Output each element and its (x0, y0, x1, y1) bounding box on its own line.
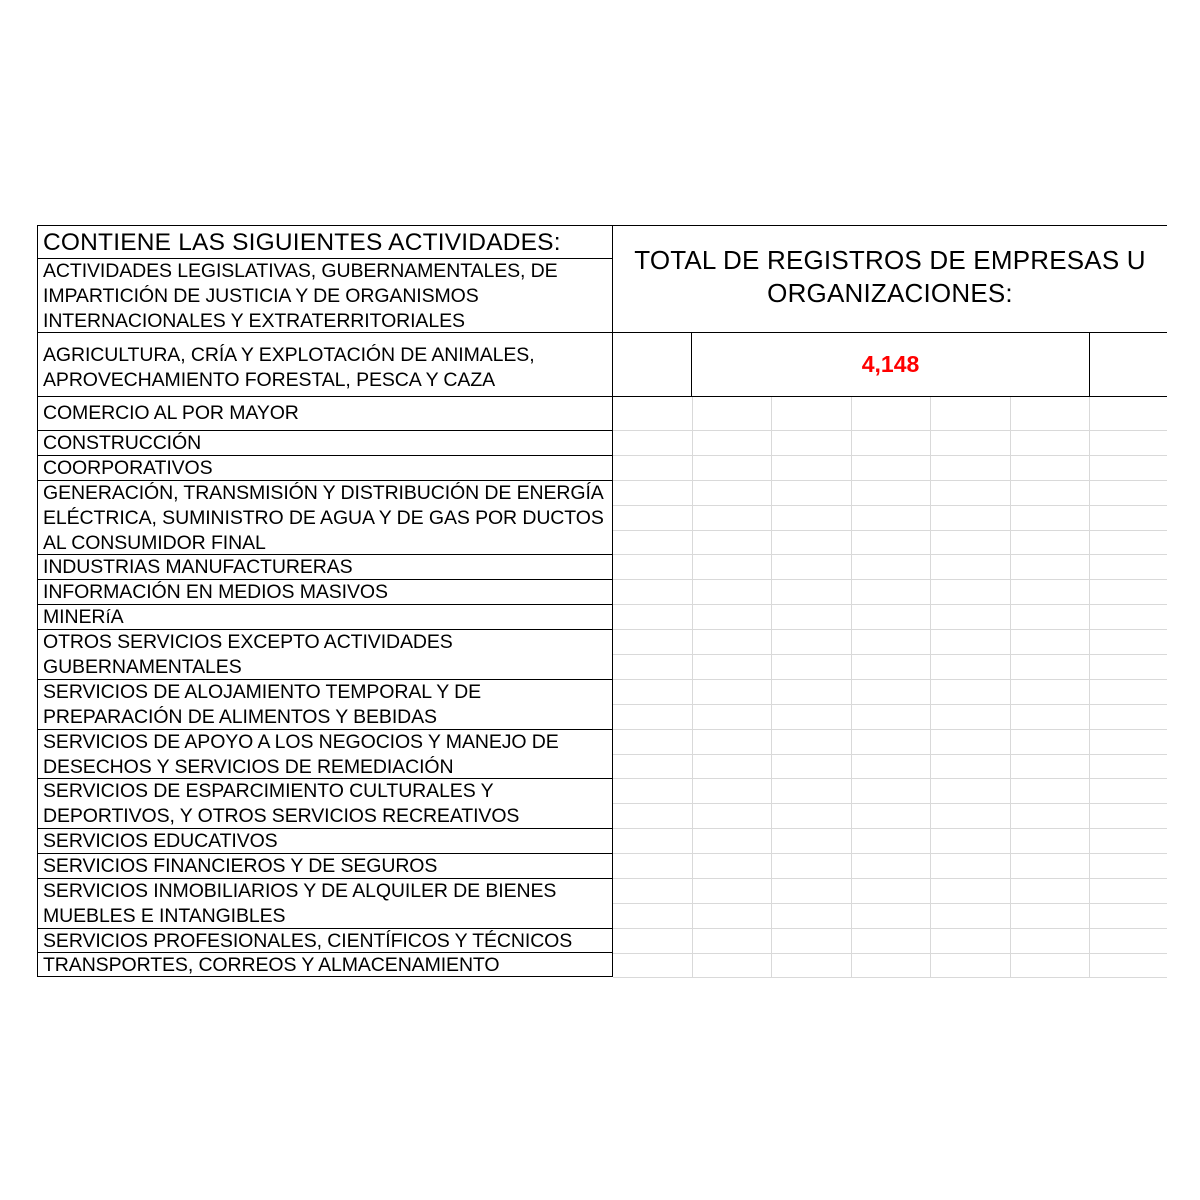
activity-line: DESECHOS Y SERVICIOS DE REMEDIACIÓN (43, 755, 454, 778)
border-line (1089, 332, 1090, 397)
gridline (613, 729, 1167, 730)
activity-line: SERVICIOS EDUCATIVOS (43, 830, 278, 852)
activity-line: SERVICIOS INMOBILIARIOS Y DE ALQUILER DE BIENES (43, 880, 557, 902)
gridline (613, 679, 1167, 680)
activity-cell[interactable] (38, 555, 612, 579)
activity-cell[interactable] (38, 854, 612, 878)
activity-cell[interactable] (38, 630, 612, 679)
gridline (613, 530, 1167, 531)
total-value[interactable]: 4,148 (861, 351, 920, 377)
activity-cell[interactable] (38, 779, 612, 828)
gridline (613, 554, 1167, 555)
gridline (613, 803, 1167, 804)
total-header-line: TOTAL DE REGISTROS DE EMPRESAS U (634, 245, 1146, 275)
border-line (612, 225, 613, 977)
activity-line: DEPORTIVOS, Y OTROS SERVICIOS RECREATIVOS (43, 804, 520, 827)
activity-line: SERVICIOS PROFESIONALES, CIENTÍFICOS Y TÉCNICOS (43, 930, 573, 952)
activity-line: INDUSTRIAS MANUFACTURERAS (43, 556, 353, 578)
activity-cell[interactable] (38, 829, 612, 853)
gridline (613, 903, 1167, 904)
activity-line: IMPARTICIÓN DE JUSTICIA Y DE ORGANISMOS (43, 284, 479, 307)
activity-cell[interactable] (38, 343, 612, 396)
border-line (37, 976, 613, 977)
activity-line: OTROS SERVICIOS EXCEPTO ACTIVIDADES (43, 631, 453, 653)
gridline (613, 778, 1167, 779)
activity-line: INTERNACIONALES Y EXTRATERRITORIALES (43, 309, 465, 332)
total-header-line: ORGANIZACIONES: (767, 278, 1013, 308)
gridline (771, 397, 772, 977)
activity-cell[interactable] (38, 879, 612, 928)
gridline (613, 704, 1167, 705)
gridline (613, 828, 1167, 829)
activity-line: TRANSPORTES, CORREOS Y ALMACENAMIENTO (43, 954, 500, 976)
border-line (37, 396, 1167, 397)
total-header (613, 244, 1167, 310)
activity-line: APROVECHAMIENTO FORESTAL, PESCA Y CAZA (43, 368, 496, 391)
gridline (692, 397, 693, 977)
activity-line: GENERACIÓN, TRANSMISIÓN Y DISTRIBUCIÓN DE ENERGÍA (43, 482, 604, 504)
gridline (613, 430, 1167, 431)
gridline (613, 928, 1167, 929)
activity-cell[interactable] (38, 605, 612, 629)
gridline (613, 604, 1167, 605)
activity-cell[interactable] (38, 580, 612, 604)
activity-line: MINERíA (43, 606, 124, 628)
gridline (613, 455, 1167, 456)
activity-line: COORPORATIVOS (43, 457, 213, 479)
gridline (613, 579, 1167, 580)
activity-cell[interactable] (38, 680, 612, 729)
gridline (613, 878, 1167, 879)
gridline (613, 629, 1167, 630)
activity-line: PREPARACIÓN DE ALIMENTOS Y BEBIDAS (43, 705, 437, 728)
activity-line: SERVICIOS DE ALOJAMIENTO TEMPORAL Y DE (43, 681, 481, 703)
activity-line: AGRICULTURA, CRÍA Y EXPLOTACIÓN DE ANIMALES, (43, 344, 535, 366)
activity-cell[interactable] (38, 953, 612, 976)
activity-cell[interactable] (38, 401, 612, 430)
gridline (613, 853, 1167, 854)
activity-line: INFORMACIÓN EN MEDIOS MASIVOS (43, 581, 388, 603)
gridline (613, 480, 1167, 481)
activity-line: SERVICIOS DE APOYO A LOS NEGOCIOS Y MANEJO DE (43, 731, 559, 753)
gridline (613, 505, 1167, 506)
gridline (930, 397, 931, 977)
activity-cell[interactable] (38, 259, 612, 332)
activity-line: GUBERNAMENTALES (43, 655, 242, 678)
activity-cell[interactable] (38, 456, 612, 480)
activity-line: MUEBLES E INTANGIBLES (43, 904, 286, 927)
activity-line: COMERCIO AL POR MAYOR (43, 402, 299, 424)
activity-line: ELÉCTRICA, SUMINISTRO DE AGUA Y DE GAS POR DUCTOS (43, 506, 604, 529)
gridline (851, 397, 852, 977)
gridline (613, 754, 1167, 755)
gridline (1010, 397, 1011, 977)
activity-cell[interactable] (38, 730, 612, 778)
gridline (613, 654, 1167, 655)
activity-line: SERVICIOS FINANCIEROS Y DE SEGUROS (43, 855, 438, 877)
gridline (613, 953, 1167, 954)
activity-line: CONSTRUCCIÓN (43, 432, 202, 454)
activity-line: AL CONSUMIDOR FINAL (43, 531, 266, 554)
gridline (1089, 397, 1090, 977)
activity-cell[interactable] (38, 481, 612, 554)
activity-cell[interactable] (38, 431, 612, 455)
border-line (37, 225, 1167, 226)
activity-line: ACTIVIDADES LEGISLATIVAS, GUBERNAMENTALES, DE (43, 260, 558, 282)
activities-header: CONTIENE LAS SIGUIENTES ACTIVIDADES: (43, 229, 561, 256)
activity-line: SERVICIOS DE ESPARCIMIENTO CULTURALES Y (43, 780, 494, 802)
activity-cell[interactable] (38, 929, 612, 952)
gridline (613, 977, 1167, 978)
